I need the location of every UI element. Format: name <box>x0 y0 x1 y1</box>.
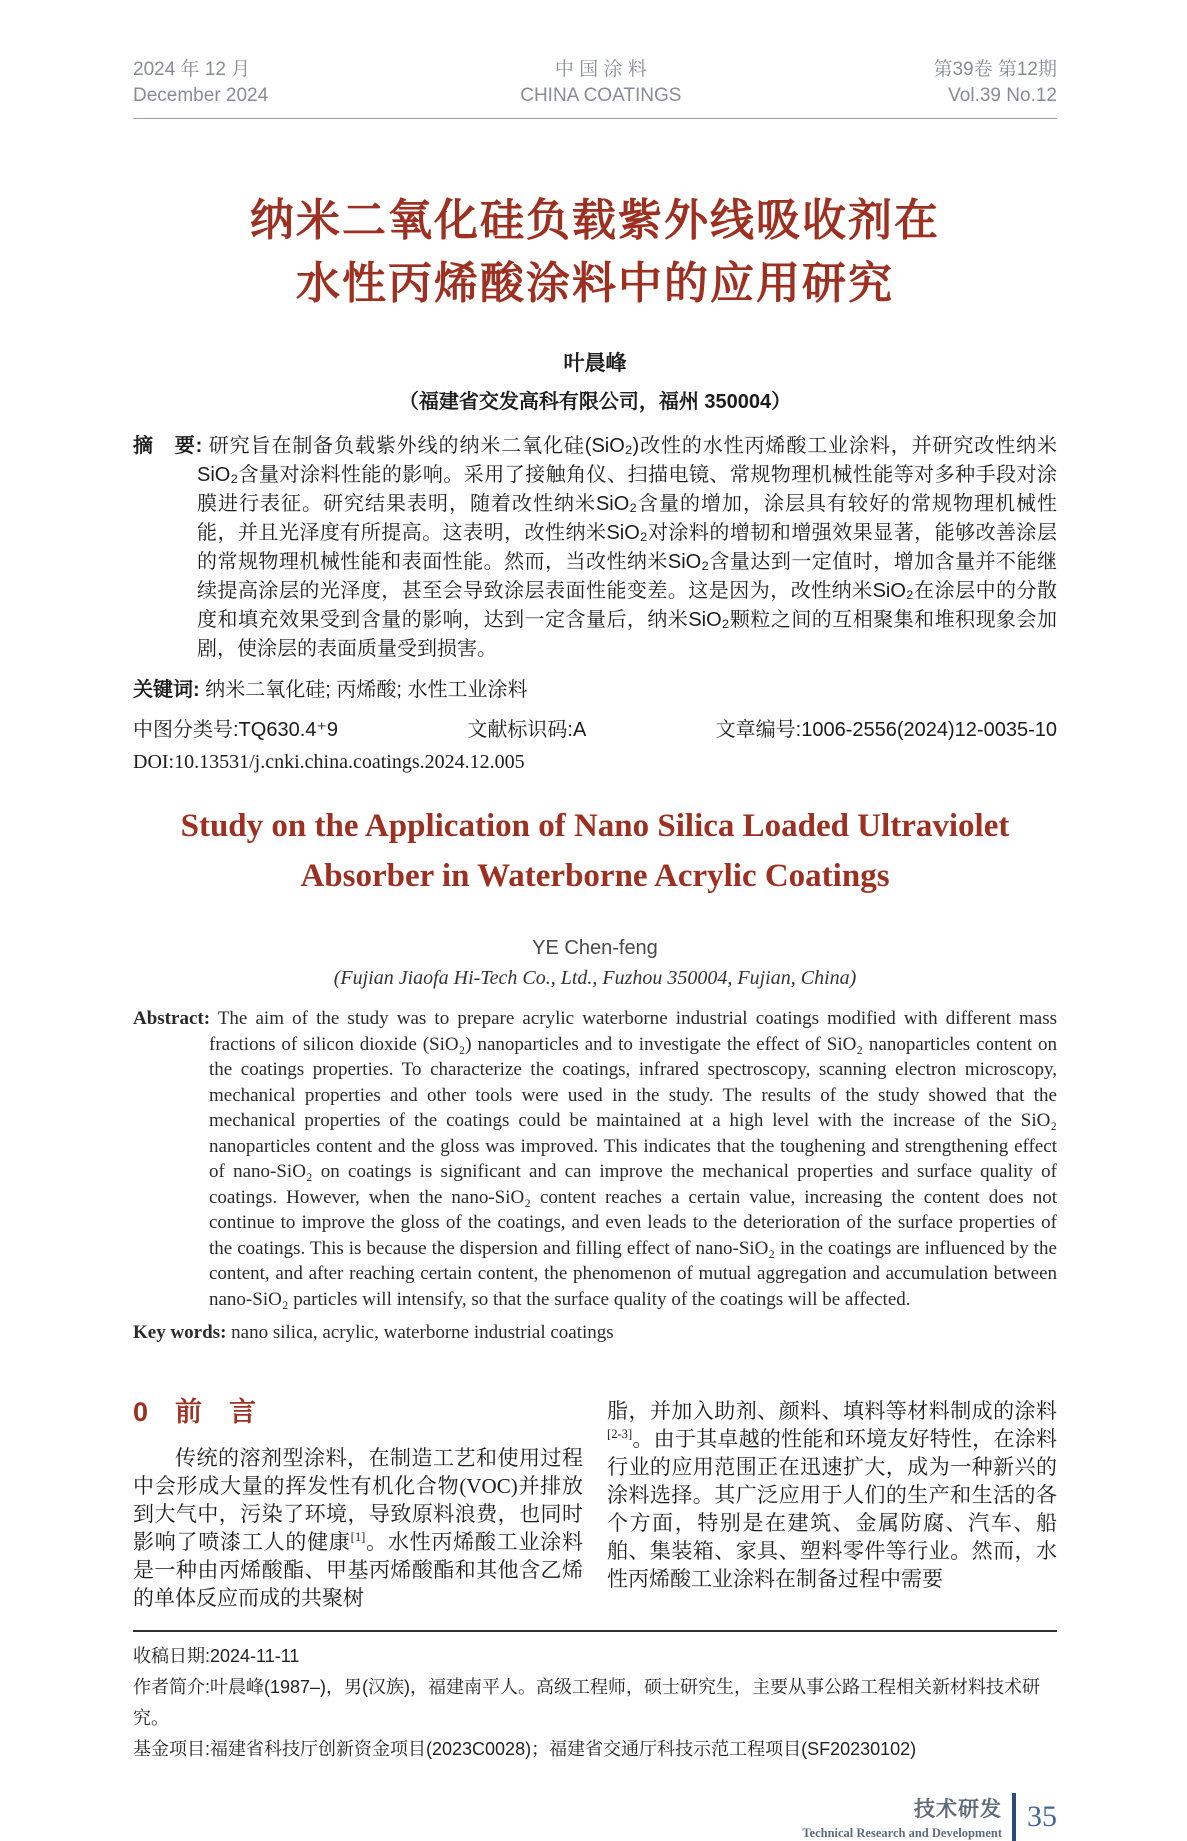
article-title-zh-line1: 纳米二氧化硅负载紫外线吸收剂在 <box>250 196 940 246</box>
keywords-zh <box>133 673 1057 702</box>
header-issue-en: Vol.39 No.12 <box>948 85 1057 107</box>
article-title-zh-line2: 水性丙烯酸涂料中的应用研究 <box>296 259 894 309</box>
header-journal-en: CHINA COATINGS <box>520 85 682 107</box>
article-title-en-line1: Study on the Application of Nano Silica Loaded Ultraviolet <box>180 808 1010 845</box>
header-issue <box>933 57 1057 109</box>
abstract-zh <box>133 432 1057 664</box>
author-name-en: YE Chen-feng <box>532 937 658 960</box>
header-date <box>133 57 268 109</box>
document-code: 文献标识码:A <box>467 719 587 742</box>
keywords-zh-label: 关键词: <box>133 679 200 702</box>
page-number: 35 <box>1027 1800 1057 1834</box>
abstract-zh-label: 摘 要: <box>133 435 203 458</box>
classification-row <box>133 713 1057 742</box>
author-name-zh: 叶晨峰 <box>563 352 627 376</box>
abstract-en <box>133 1006 1057 1312</box>
body-column-left <box>133 1390 583 1612</box>
author-bio: 作者简介:叶晨峰(1987–)，男(汉族)，福建南平人。高级工程师，硕士研究生，主要从事公路工程相关新材料技术研究。 <box>133 1677 1041 1729</box>
keywords-en <box>133 1322 1057 1344</box>
footnote-block <box>133 1630 1057 1765</box>
body-paragraph-right: 脂，并加入助剂、颜料、填料等材料制成的涂料[2-3]。由于其卓越的性能和环境友好特性，在涂料行业的应用范围正在迅速扩大，成为一种新兴的涂料选择。其广泛应用于人们的生产和生活的各个方面，特别是在建筑、金属防腐、汽车、船舶、集装箱、家具、塑料零件等行业。然而，水性丙烯酸工业涂料在制备过程中需要 <box>607 1399 1057 1592</box>
funding-project: 基金项目:福建省科技厅创新资金项目(2023C0028)；福建省交通厅科技示范工程项目(SF20230102) <box>133 1739 917 1760</box>
header-journal-name <box>520 57 681 109</box>
section-heading-0: 0 前 言 <box>133 1397 257 1428</box>
footer-column-zh: 技术研发 <box>914 1798 1002 1822</box>
abstract-en-label: Abstract: <box>133 1008 211 1030</box>
header-date-en: December 2024 <box>133 85 269 107</box>
footer-column-label <box>802 1793 1002 1841</box>
keywords-zh-text: 纳米二氧化硅; 丙烯酸; 水性工业涂料 <box>205 679 528 702</box>
keywords-en-text: nano silica, acrylic, waterborne industrial coatings <box>231 1322 614 1344</box>
received-date: 收稿日期:2024-11-11 <box>133 1646 300 1667</box>
doi: DOI:10.13531/j.cnki.china.coatings.2024.12.005 <box>133 751 525 774</box>
keywords-en-label: Key words: <box>133 1322 227 1344</box>
header-issue-zh: 第39卷 第12期 <box>933 59 1057 80</box>
article-id: 文章编号:1006-2556(2024)12-0035-10 <box>715 719 1057 742</box>
affiliation-zh: （福建省交发高科有限公司，福州 350004） <box>398 391 792 414</box>
abstract-zh-text: 研究旨在制备负载紫外线的纳米二氧化硅(SiO₂)改性的水性丙烯酸工业涂料，并研究改性纳米SiO₂含量对涂料性能的影响。采用了接触角仪、扫描电镜、常规物理机械性能等对多种手段对涂膜进行表征。研究结果表明，随着改性纳米SiO₂含量的增加，涂层具有较好的常规物理机械性能，并且光泽度有所提高。这表明，改性纳米SiO₂对涂料的增韧和增强效果显著，能够改善涂层的常规物理机械性能和表面性能。然而，当改性纳米SiO₂含量达到一定值时，增加含量并不能继续提高涂层的光泽度，甚至会导致涂层表面性能变差。这是因为，改性纳米SiO₂在涂层中的分散度和填充效果受到含量的影响，达到一定含量后，纳米SiO₂颗粒之间的互相聚集和堆积现象会加剧，使涂层的表面质量受到损害。 <box>197 435 1057 661</box>
header-journal-zh: 中 国 涂 料 <box>554 59 647 80</box>
article-title-en-line2: Absorber in Waterborne Acrylic Coatings <box>300 858 890 895</box>
body-columns <box>133 1390 1057 1612</box>
affiliation-en: (Fujian Jiaofa Hi-Tech Co., Ltd., Fuzhou 350004, Fujian, China) <box>333 967 857 990</box>
article-title-en <box>133 801 1057 901</box>
header-date-zh: 2024 年 12 月 <box>133 59 251 80</box>
abstract-en-text: The aim of the study was to prepare acrylic waterborne industrial coatings modified with different mass fractions of silicon dioxide (SiO₂) nanoparticles and to investigate the effect of SiO₂ nanoparticles content on the coatings properties. To characterize the coatings, infrared spectroscopy, scanning electron microscopy, mechanical properties and other tools were used in the study. The results of the study showed that the mechanical properties of the coatings could be maintained at a high level with the increase of the SiO₂ nanoparticles content and the gloss was improved. This indicates that the toughening and strengthening effect of nano-SiO₂ on coatings is significant and can improve the mechanical properties and surface quality of coatings. However, when the nano-SiO₂ content reaches a certain value, increasing the content does not continue to improve the gloss of the coatings, and even leads to the deterioration of the surface properties of the coatings. This is because the dispersion and filling effect of nano-SiO₂ in the coatings are influenced by the content, and after reaching certain content, the phenomenon of mutual aggregation and accumulation between nano-SiO₂ particles will intensify, so that the surface quality of the coatings will be affected. <box>209 1008 1057 1310</box>
journal-header <box>133 57 1057 119</box>
body-column-right <box>607 1390 1057 1612</box>
page-footer <box>133 1793 1057 1841</box>
article-title-zh <box>133 189 1057 315</box>
body-paragraph-left: 传统的溶剂型涂料，在制造工艺和使用过程中会形成大量的挥发性有机化合物(VOC)并排放到大气中，污染了环境，导致原料浪费，也同时影响了喷漆工人的健康[1]。水性丙烯酸工业涂料是一种由丙烯酸酯、甲基丙烯酸酯和其他含乙烯的单体反应而成的共聚树 <box>133 1446 583 1611</box>
footer-divider-bar <box>1012 1793 1016 1841</box>
clc-number: 中图分类号:TQ630.4⁺9 <box>133 719 339 742</box>
footer-column-en: Technical Research and Development <box>802 1826 1002 1841</box>
